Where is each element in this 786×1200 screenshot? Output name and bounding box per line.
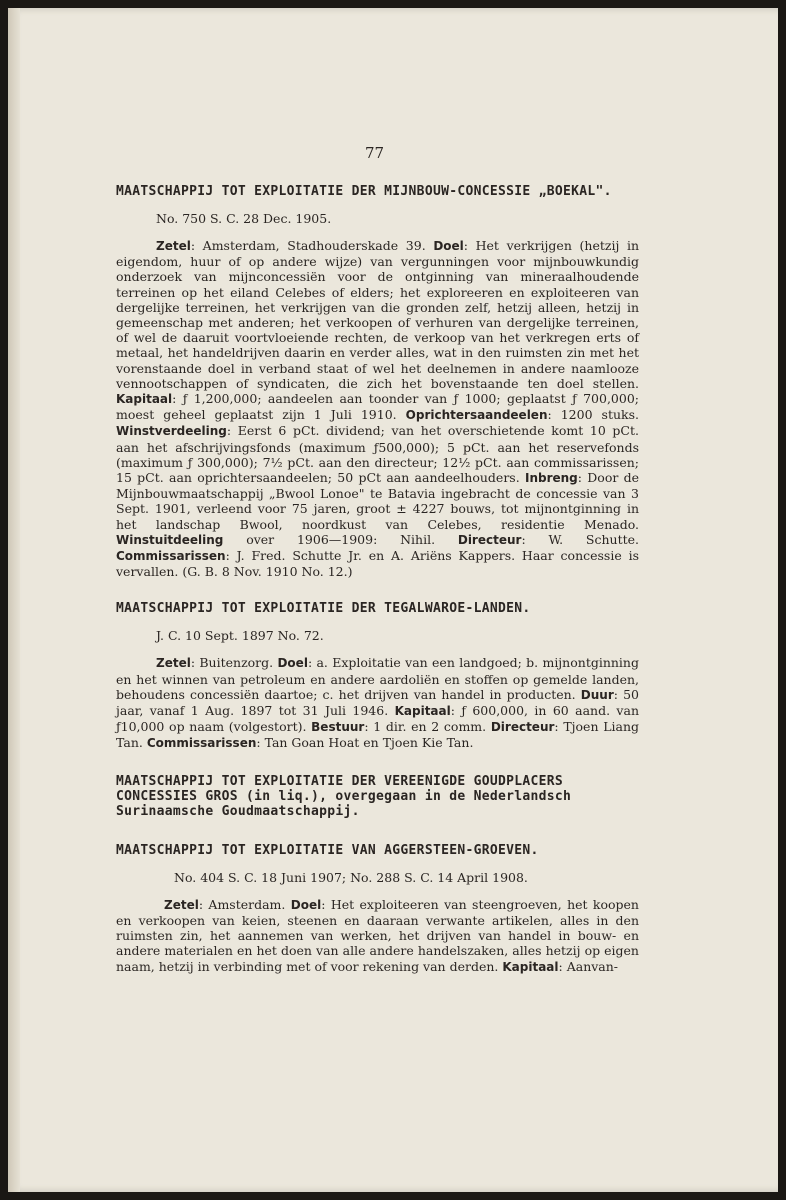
page-spine xyxy=(8,8,20,1192)
field-text: : Door de Mijnbouwmaatschappij „Bwool Lonoe" te Batavia ingebracht de concessie van 3 Sept. 1901, verleend voor 75 jaren, groot ± 4227 bouws, tot mijnontginning in het landschap Bwool, noordkust van Celebes, residentie Menado. xyxy=(116,470,639,532)
field-text: : Amsterdam, Stadhouderskade 39. xyxy=(190,238,426,253)
entry-body xyxy=(116,655,639,751)
field-label: Bestuur xyxy=(311,720,365,735)
field-label: Kapitaal xyxy=(394,704,451,719)
field-label: Doel xyxy=(433,239,464,253)
field-text: : Het exploiteeren van steengroeven, het koopen en verkoopen van keien, steenen en daaraan verwante artikelen, alles in den ruimsten zin, het aannemen van werken, het drijven van handel in bouw- en andere materialen en het doen van alle andere handelszaken, alles hetzij op eigen naam, hetzij in verbinding met of voor rekening van derden. xyxy=(116,896,639,974)
field-label: Directeur xyxy=(490,720,555,735)
field-label: Doel xyxy=(290,897,322,912)
field-text: : J. Fred. Schutte Jr. en A. Ariëns Kappers. Haar concessie is vervallen. (G. B. 8 Nov. 1910 No. 12.) xyxy=(116,548,639,580)
entry-title: MAATSCHAPPIJ TOT EXPLOITATIE VAN AGGERSTEEN-GROEVEN. xyxy=(116,842,539,858)
page-content xyxy=(116,144,639,997)
field-label: Zetel xyxy=(156,656,191,671)
entry-reference: J. C. 10 Sept. 1897 No. 72. xyxy=(156,628,324,644)
entry-title: MAATSCHAPPIJ TOT EXPLOITATIE DER TEGALWAROE-LANDEN. xyxy=(116,601,531,617)
field-text: : Eerst 6 pCt. dividend; van het overschietende komt 10 pCt. aan het afschrijvingsfonds (maximum ƒ500,000); 5 pCt. aan het reservefonds (maximum ƒ 300,000); 7½ pCt. aan den directeur; 12½ pCt. aan commissarissen; 15 pCt. aan oprichtersaandeelen; 50 pCt aan aandeelhouders. xyxy=(116,423,639,486)
field-text: : 1200 stuks. xyxy=(547,407,640,423)
entry-title: MAATSCHAPPIJ TOT EXPLOITATIE DER MIJNBOUW-CONCESSIE „BOEKAL". xyxy=(116,184,612,199)
entry-body xyxy=(116,238,639,579)
field-text: : Amsterdam. xyxy=(198,896,286,912)
entry-title: MAATSCHAPPIJ TOT EXPLOITATIE DER VEREENIGDE GOUDPLACERS CONCESSIES GROS (in liq.), overgegaan in de Nederlandsch Surinaamsche Goudmaatschappij. xyxy=(116,773,572,819)
page-number: 77 xyxy=(364,144,385,162)
field-text: : Tan Goan Hoat en Tjoen Kie Tan. xyxy=(256,735,474,751)
entry-reference: No. 750 S. C. 28 Dec. 1905. xyxy=(156,211,332,226)
field-label: Zetel xyxy=(164,897,199,912)
field-label: Doel xyxy=(277,656,308,671)
field-text: : a. Exploitatie van een landgoed; b. mijnontginning en het winnen van petroleum en andere aardoliën en stoffen op gemelde landen, behoudens concessiën daartoe; c. het drijven van handel in producten. xyxy=(116,655,639,702)
field-text: over 1906—1909: Nihil. xyxy=(223,531,436,547)
field-label: Winstverdeeling xyxy=(116,424,227,439)
field-label: Inbreng xyxy=(524,471,578,486)
field-text: : Buitenzorg. xyxy=(190,655,274,671)
field-label: Zetel xyxy=(156,239,191,253)
field-text: : ƒ 1,200,000; aandeelen aan toonder van ƒ 1000; geplaatst ƒ 700,000; moest geheel geplaatst zijn 1 Juli 1910. xyxy=(116,391,639,423)
entry-reference: No. 404 S. C. 18 Juni 1907; No. 288 S. C. 14 April 1908. xyxy=(174,869,528,885)
field-text: : 1 dir. en 2 comm. xyxy=(364,719,487,735)
book-page xyxy=(8,8,778,1192)
field-text: : ƒ 600,000, in 60 aand. van ƒ10,000 op naam (volgestort). xyxy=(116,703,639,735)
field-label: Duur xyxy=(580,687,614,702)
field-label: Commissarissen xyxy=(146,736,257,751)
field-text: : 50 jaar, vanaf 1 Aug. 1897 tot 31 Juli 1946. xyxy=(116,686,639,719)
field-text: : Aanvan- xyxy=(558,958,619,974)
field-text: : W. Schutte. xyxy=(521,531,639,547)
field-label: Kapitaal xyxy=(116,392,173,407)
field-label: Commissarissen xyxy=(116,549,226,564)
field-text: : Het verkrijgen (hetzij in eigendom, huur of op andere wijze) van vergunningen voor mijnbouwkundig onderzoek van mijnconcessiën voor de ontginning van mineraalhoudende terreinen op het eiland Celebes of elders; het exploreeren en exploiteeren van dergelijke terreinen, het verkrijgen van die gronden zelf, hetzij alleen, hetzij in gemeenschap met anderen; het verkoopen of verhuren van dergelijke terreinen, of wel de daaruit voortvloeiende rechten, de verkoop van het verkregen erts of metaal, het handeldrijven daarin en verder alles, wat in den ruimsten zin met het vorenstaande doel in verband staat of wel het deelnemen in andere naamlooze vennootschappen of syndicaten, die zich het bovenstaande ten doel stellen. xyxy=(116,238,639,391)
field-label: Kapitaal xyxy=(502,959,559,974)
entry-body xyxy=(116,897,639,975)
field-label: Directeur xyxy=(457,532,522,547)
field-label: Winstuitdeeling xyxy=(116,532,224,547)
field-label: Oprichtersaandeelen xyxy=(405,408,548,423)
field-text: : Tjoen Liang Tan. xyxy=(116,719,640,751)
